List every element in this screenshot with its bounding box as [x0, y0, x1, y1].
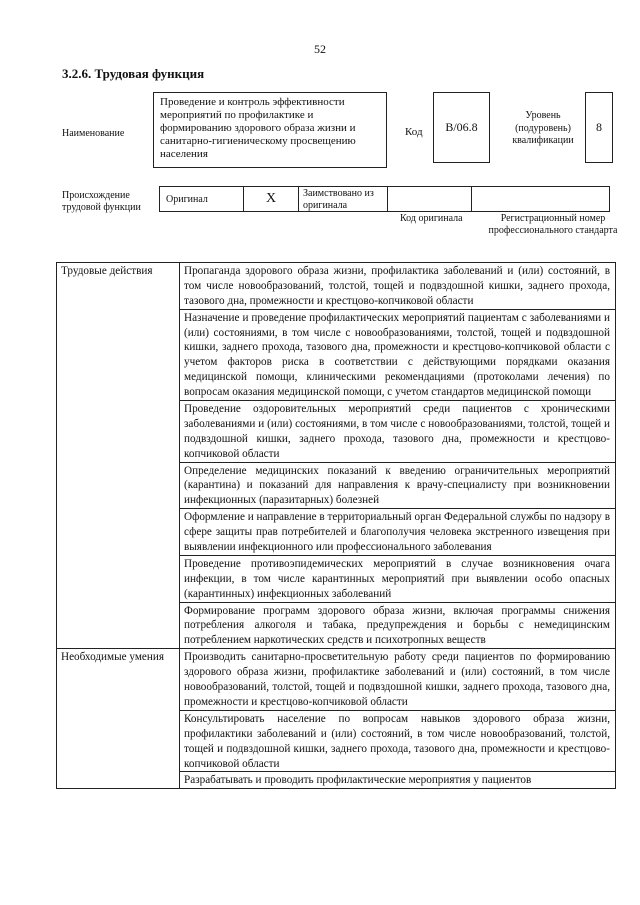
section-item: Назначение и проведение профилактических мероприятий пациентам с заболеваниями и (или) состояниями, в том числе с новообразованиями, толстой, тощей и подвздошной кишки, заднего прохода, тазового дна, промежности и крестцово-копчиковой области с учетом факторов риска в соответствии с действующими порядками оказания медицинской помощи, клиническими рекомендациями (протоколами лечения) по вопросам оказания медицинской помощи, с учетом стандартов медицинской помощи: [180, 309, 616, 400]
section-item: Проведение противоэпидемических мероприятий в случае возникновения очага инфекции, в том числе карантинных мероприятий при выявлении особо опасных (карантинных) инфекционных заболеваний: [180, 555, 616, 602]
table-row: [57, 649, 616, 711]
original-cell: Оригинал: [159, 186, 244, 212]
code-original-cell: [387, 186, 472, 212]
function-name-box: Проведение и контроль эффективности мероприятий по профилактике и формированию здорового образа жизни и санитарно-гигиеническому просвещению населения: [153, 92, 387, 168]
section-label: Необходимые умения: [57, 649, 180, 789]
reg-number-cell: [471, 186, 610, 212]
section-title: 3.2.6. Трудовая функция: [62, 66, 205, 81]
section-label: Трудовые действия: [57, 263, 180, 649]
page-number: 52: [314, 42, 326, 56]
code-original-label: Код оригинала: [400, 213, 463, 224]
section-item: Проведение оздоровительных мероприятий среди пациентов с хроническими заболеваниями и (или) состояниями, в том числе с новообразованиями, толстой, тощей и подвздошной кишки, заднего прохода, тазового дна, промежности и крестцово-копчиковой области: [180, 401, 616, 463]
code-value-box: B/06.8: [433, 92, 490, 163]
reg-number-label: Регистрационный номер профессионального стандарта: [488, 213, 618, 236]
table-row: [57, 263, 616, 310]
section-item: Консультировать население по вопросам навыков здорового образа жизни, профилактики заболеваний и (или) состояний, в том числе новообразований, толстой, тощей и подвздошной кишки, заднего прохода, тазового дна, промежности и крестцово-копчиковой области: [180, 710, 616, 772]
section-item: Определение медицинских показаний к введению ограничительных мероприятий (карантина) и показаний для направления к врачу-специалисту при возникновении инфекционных (паразитарных) болезней: [180, 462, 616, 509]
section-item: Оформление и направление в территориальный орган Федеральной службы по надзору в сфере защиты прав потребителей и благополучия человека экстренного извещения при выявлении инфекционного или профессионального заболевания: [180, 509, 616, 556]
original-mark: X: [243, 186, 299, 212]
functions-table: [56, 262, 616, 789]
level-label: Уровень (подуровень) квалификации: [512, 110, 574, 146]
section-item: Производить санитарно-просветительную работу среди пациентов по формированию здорового образа жизни, профилактике заболеваний и (или) состояний, в том числе новообразований, толстой, тощей и подвздошной кишки, заднего прохода, тазового дна, промежности и крестцово-копчиковой области: [180, 649, 616, 711]
section-item: Формирование программ здорового образа жизни, включая программы снижения потребления алкоголя и табака, предупреждения и борьбы с немедицинским потреблением наркотических средств и психотропных веществ: [180, 602, 616, 649]
name-label: Наименование: [62, 128, 125, 139]
code-label: Код: [405, 126, 423, 138]
section-item: Разрабатывать и проводить профилактические мероприятия у пациентов: [180, 772, 616, 789]
origin-row: [160, 186, 615, 212]
origin-label: Происхождение трудовой функции: [62, 190, 141, 213]
borrowed-cell: Заимствовано из оригинала: [298, 186, 388, 212]
level-value-box: 8: [585, 92, 613, 163]
section-item: Пропаганда здорового образа жизни, профилактика заболеваний и (или) состояний, в том числе новообразований, толстой, тощей и подвздошной кишки, заднего прохода, тазового дна, промежности и крестцово-копчиковой области: [180, 263, 616, 310]
